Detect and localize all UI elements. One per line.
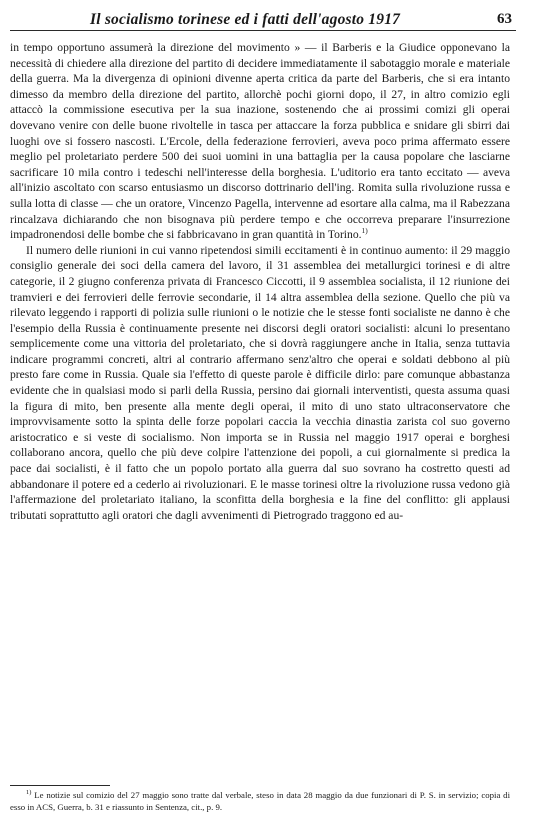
paragraph-1-text: in tempo opportuno assumerà la direzione del movimento » — il Barberis e la Giudice opponevano la necessità di chiedere alla direzione del partito di decidere immediatamente il sabotaggio morale e materiale della guerra. Ma la divergenza di opinioni divenne aperta critica da parte del Barberis, che si era intanto dimesso da membro della direzione del partito, allorchè pochi giorni dopo, il 27, in altro comizio egli attaccò la commissione esecutiva per la sua inazione, sostenendo che ai prossimi comizi gli operai dovevano venire con delle buone rivoltelle in tasca per attaccare la forza pubblica e snidare gli sbirri dai luoghi ove si fossero nascosti. L'Ercole, della federazione ferrovieri, aveva poco prima affermato essere meglio pel proletariato perdere 500 dei suoi uomini in una battaglia per la causa popolare che lasciarne sacrificare 10 mila contro i tedeschi nell'interesse della borghesia. L'uditorio era tanto eccitato — aveva all'inizio ascoltato con scarso entusiasmo un discorso dottrinario dell'ing. Romita sulla rivoluzione russa e sulla lotta di classe — che un oratore, Vincenzo Pagella, intervenne ad esortare alla calma, ma il Rabezzana rincalzava dichiarando che non bisognava più perdere tempo e che occorreva preparare l'insurrezione impadronendosi delle bombe che si fabbricavano in gran quantità in Torino. bbox=[10, 41, 510, 242]
footnote-text: Le notizie sul comizio del 27 maggio sono tratte dal verbale, steso in data 28 maggio da due funzionari di P. S. in servizio; copia di esso in ACS, Guerra, b. 31 e riassunto in Sentenza, cit., p. 9. bbox=[10, 790, 511, 812]
main-text bbox=[10, 40, 510, 523]
paragraph-2: Il numero delle riunioni in cui vanno ripetendosi simili eccitamenti è in continuo aumento: il 29 maggio consiglio generale dei soci della camera del lavoro, il 31 assemblea dei metallurgici torinesi e di altre categorie, il 2 giugno conferenza privata di Francesco Ciccotti, il 9 assemblea socialista, il 12 riunione dei tramvieri e dei ferrovieri delle ferrovie secondarie, il 14 altra assemblea della sezione. Quello che più va rilevato leggendo i rapporti di polizia sulle riunioni o le notizie che le stesse fonti socialiste ne danno è che l'esempio della Russia è continuamente presente nei discorsi degli oratori socialisti: alcuni lo presentano semplicemente come una vittoria del proletariato, che si dovrà raggiungere anche in Italia, senza tuttavia indicare programmi concreti, altri al contrario affermano senz'altro che operai e soldati debbono al più presto fare come in Russia. Quale sia l'effetto di queste parole è difficile dirlo: pare comunque abbastanza evidente che in qualsiasi modo si parli della Russia, persino dai giornali interventisti, questa assuma quasi la figura di mito, ben presente alla mente degli operai, il mito di uno stato ultraconservatore che improvvisamente sotto la spinta delle forze popolari caccia la vecchia dinastia zarista col suo governo aristocratico e si veste di socialismo. Non importa se in Russia nel maggio 1917 operai e borghesi collaborano ancora, quello che più deve colpire l'attenzione dei popoli, a cui giornalmente si predica la pace dai socialisti, è il fatto che un popolo portato alla guerra dal suo sovrano ha costretto questi ad abbandonare il potere ed a cederlo ai rivoluzionari. E le masse torinesi oltre la rivoluzione russa vedono già l'affermazione del proletariato italiano, la sconfitta della borghesia e la fine del conflitto: gli applausi tributati soprattutto agli oratori che dagli avvenimenti di Pietrogrado traggono ed au- bbox=[10, 243, 510, 522]
footnote-mark: 1) bbox=[26, 789, 32, 797]
running-header bbox=[14, 8, 512, 32]
page-number: 63 bbox=[497, 11, 512, 27]
footnote-reference: 1) bbox=[361, 226, 368, 236]
running-title: Il socialismo torinese ed i fatti dell'agosto 1917 bbox=[90, 11, 401, 28]
footnote-rule bbox=[10, 785, 110, 786]
header-rule bbox=[10, 30, 516, 31]
footnote bbox=[10, 790, 510, 813]
paragraph-1 bbox=[10, 40, 510, 243]
